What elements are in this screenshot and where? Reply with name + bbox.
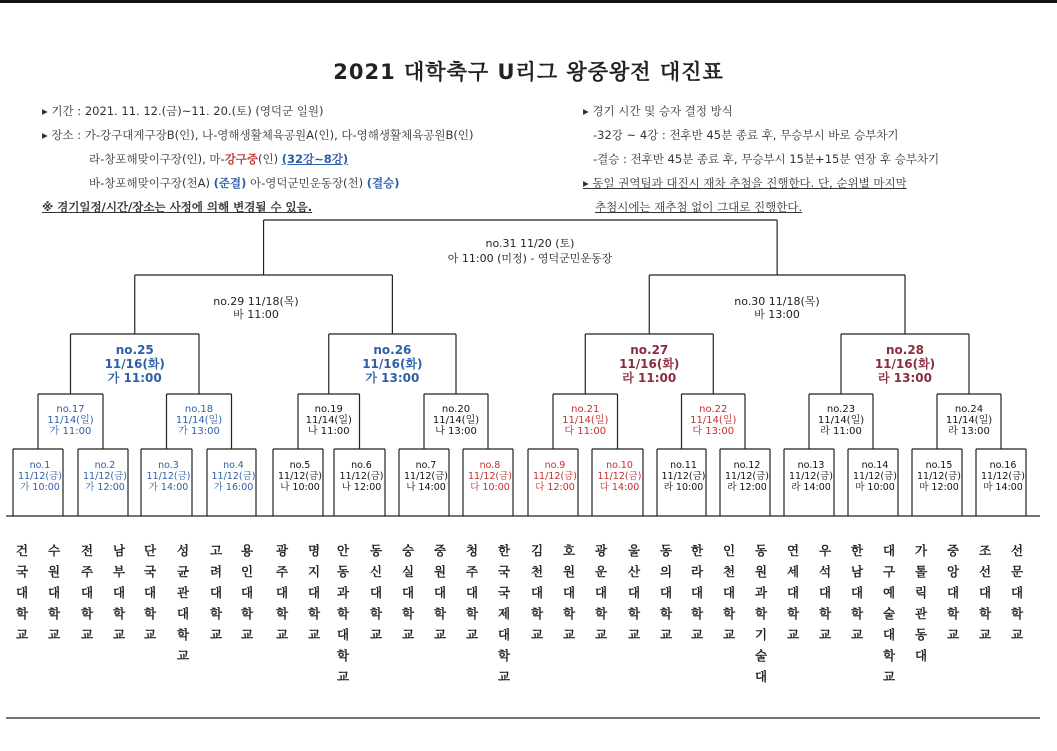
round16-label-4-no: no.20 bbox=[441, 404, 471, 415]
round32-label-8-no: no.8 bbox=[479, 460, 501, 471]
rule-title: ▸ 경기 시간 및 승자 결정 방식 bbox=[583, 104, 733, 118]
round32-label-11-no: no.11 bbox=[670, 460, 697, 471]
quarter-label-4-date: 11/16(화) bbox=[874, 357, 936, 371]
quarter-label-1 bbox=[90, 343, 180, 385]
round32-label-1-time: 가 10:00 bbox=[20, 482, 60, 493]
round32-label-10-date: 11/12(금) bbox=[597, 471, 642, 482]
round32-label-2-time: 가 12:00 bbox=[85, 482, 125, 493]
round16-label-1-time: 가 11:00 bbox=[49, 426, 92, 437]
round32-label-5-date: 11/12(금) bbox=[278, 471, 322, 482]
round32-label-9 bbox=[525, 460, 585, 493]
round32-label-14-date: 11/12(금) bbox=[853, 471, 897, 482]
team-28: 대구예술대학교 bbox=[882, 543, 896, 684]
venue-line-3-a: 바-창포해맞이구장(천A) bbox=[89, 176, 214, 190]
round16-label-3-time: 나 11:00 bbox=[307, 426, 350, 437]
round32-label-13 bbox=[781, 460, 841, 493]
round32-label-1-date: 11/12(금) bbox=[18, 471, 62, 482]
round16-label-1-no: no.17 bbox=[56, 404, 85, 415]
round32-label-16 bbox=[973, 460, 1033, 493]
round32-label-11 bbox=[654, 460, 714, 493]
round32-label-7-date: 11/12(금) bbox=[404, 471, 448, 482]
round16-label-4 bbox=[421, 404, 491, 437]
team-22: 한라대학교 bbox=[690, 543, 704, 642]
round32-label-4-no: no.4 bbox=[223, 460, 244, 471]
round16-label-4-date: 11/14(일) bbox=[432, 415, 480, 426]
round16-label-8-no: no.24 bbox=[954, 404, 984, 415]
round16-label-8-date: 11/14(일) bbox=[945, 415, 993, 426]
round16-label-5-time: 다 11:00 bbox=[564, 426, 607, 437]
team-9: 광주대학교 bbox=[275, 543, 289, 642]
round32-label-10-time: 다 14:00 bbox=[599, 482, 640, 493]
round32-label-3-time: 가 14:00 bbox=[148, 482, 189, 493]
round16-label-2-time: 가 13:00 bbox=[178, 426, 220, 437]
venue-line-3-d: (결승) bbox=[366, 176, 400, 190]
round32-label-3 bbox=[139, 460, 199, 493]
team-30: 중앙대학교 bbox=[946, 543, 960, 642]
round16-label-1-date: 11/14(일) bbox=[47, 415, 94, 426]
venue-line-2-d: (32강~8강) bbox=[281, 152, 349, 166]
round32-label-4-date: 11/12(금) bbox=[211, 471, 256, 482]
quarter-label-3-date: 11/16(화) bbox=[619, 357, 680, 371]
semi-label-2-line-2: 바 13:00 bbox=[754, 308, 800, 321]
round16-label-6 bbox=[678, 404, 748, 437]
round32-label-2 bbox=[75, 460, 135, 493]
venue-line-2-c: (인) bbox=[258, 152, 282, 166]
round32-label-8-time: 다 10:00 bbox=[470, 482, 510, 493]
quarter-label-2 bbox=[347, 343, 437, 385]
team-4: 남부대학교 bbox=[112, 543, 126, 642]
final-label-line-2: 아 11:00 (미정) - 영덕군민운동장 bbox=[447, 252, 613, 265]
round32-label-10-no: no.10 bbox=[606, 460, 633, 471]
round16-label-7-no: no.23 bbox=[826, 404, 856, 415]
round16-label-6-date: 11/14(일) bbox=[690, 415, 737, 426]
round32-label-14 bbox=[845, 460, 905, 493]
round32-label-1 bbox=[10, 460, 70, 493]
venue-line-2-a: 라-창포해맞이구장(인), 마- bbox=[89, 152, 225, 166]
round16-label-2-date: 11/14(일) bbox=[175, 415, 223, 426]
team-10: 명지대학교 bbox=[307, 543, 321, 642]
round32-label-5-no: no.5 bbox=[289, 460, 311, 471]
team-6: 성균관대학교 bbox=[176, 543, 190, 663]
venue-line-1: ▸ 장소 : 가-강구대게구장B(인), 나-영해생활체육공원A(인), 다-영해생활체육공원B(인) bbox=[42, 128, 474, 142]
venue-line-3-b: (준결) bbox=[213, 176, 247, 190]
round32-label-4 bbox=[204, 460, 264, 493]
quarter-label-4-no: no.28 bbox=[885, 343, 925, 357]
quarter-label-3-time: 라 11:00 bbox=[622, 371, 677, 385]
round16-label-1 bbox=[36, 404, 106, 437]
team-8: 용인대학교 bbox=[240, 543, 254, 642]
schedule-notice: ※ 경기일정/시간/장소는 사정에 의해 변경될 수 있음. bbox=[42, 200, 313, 214]
round16-label-7-date: 11/14(일) bbox=[817, 415, 865, 426]
team-25: 연세대학교 bbox=[786, 543, 800, 642]
round32-label-12 bbox=[717, 460, 777, 493]
round16-label-5 bbox=[550, 404, 620, 437]
semi-label-2 bbox=[717, 295, 837, 321]
round32-label-6-time: 나 12:00 bbox=[341, 482, 382, 493]
round32-label-12-no: no.12 bbox=[733, 460, 761, 471]
team-23: 인천대학교 bbox=[722, 543, 736, 642]
round32-label-9-time: 다 12:00 bbox=[535, 482, 575, 493]
rule-line-2: -결승 : 전후반 45분 종료 후, 무승부시 15분+15분 연장 후 승부차기 bbox=[593, 152, 940, 166]
round32-label-3-date: 11/12(금) bbox=[146, 471, 191, 482]
team-26: 우석대학교 bbox=[818, 543, 832, 642]
round16-label-5-no: no.21 bbox=[571, 404, 600, 415]
round32-label-14-no: no.14 bbox=[861, 460, 889, 471]
page-title: 2021 대학축구 U리그 왕중왕전 대진표 bbox=[333, 60, 724, 84]
team-20: 울산대학교 bbox=[627, 543, 641, 642]
round32-label-12-date: 11/12(금) bbox=[725, 471, 769, 482]
quarter-label-1-time: 가 11:00 bbox=[107, 371, 162, 385]
round32-label-10 bbox=[590, 460, 650, 493]
round32-label-7 bbox=[396, 460, 456, 493]
quarter-label-4 bbox=[860, 343, 950, 385]
team-17: 김천대학교 bbox=[530, 543, 544, 642]
round16-label-8-time: 라 13:00 bbox=[948, 426, 990, 437]
round32-label-15 bbox=[909, 460, 969, 493]
team-24: 동원과학기술대 bbox=[754, 543, 768, 684]
round32-label-4-time: 가 16:00 bbox=[213, 482, 254, 493]
team-31: 조선대학교 bbox=[978, 543, 992, 642]
round16-label-6-no: no.22 bbox=[699, 404, 728, 415]
team-2: 수원대학교 bbox=[47, 543, 61, 642]
team-16: 한국국제대학교 bbox=[497, 543, 511, 684]
round32-label-14-time: 마 10:00 bbox=[855, 482, 895, 493]
team-5: 단국대학교 bbox=[143, 543, 157, 642]
rule-line-1: -32강 ~ 4강 : 전후반 45분 종료 후, 무승부시 바로 승부차기 bbox=[593, 128, 899, 142]
round16-label-5-date: 11/14(일) bbox=[562, 415, 609, 426]
round32-label-15-date: 11/12(금) bbox=[917, 471, 961, 482]
round16-label-8 bbox=[934, 404, 1004, 437]
round16-label-7-time: 라 11:00 bbox=[820, 426, 862, 437]
round32-label-16-time: 마 14:00 bbox=[983, 482, 1023, 493]
round32-label-8 bbox=[460, 460, 520, 493]
rule-line-4: 추첨시에는 재추첨 없이 그대로 진행한다. bbox=[595, 200, 803, 214]
semi-label-1-line-1: no.29 11/18(목) bbox=[213, 295, 299, 308]
round32-label-16-date: 11/12(금) bbox=[981, 471, 1025, 482]
venue-line-2-b: 강구중 bbox=[224, 152, 259, 166]
round16-label-4-time: 나 13:00 bbox=[435, 426, 477, 437]
team-11: 안동과학대학교 bbox=[336, 543, 350, 684]
semi-label-1-line-2: 바 11:00 bbox=[233, 308, 279, 321]
round32-label-12-time: 라 12:00 bbox=[727, 482, 767, 493]
rule-line-3: ▸ 동일 권역팀과 대진시 재차 추첨을 진행한다. 단, 순위별 마지막 bbox=[583, 176, 907, 190]
final-label-line-1: no.31 11/20 (토) bbox=[485, 237, 575, 250]
round32-label-7-time: 나 14:00 bbox=[406, 482, 446, 493]
round16-label-7 bbox=[806, 404, 876, 437]
team-15: 청주대학교 bbox=[465, 543, 479, 642]
team-1: 건국대학교 bbox=[15, 543, 29, 642]
round32-label-1-no: no.1 bbox=[29, 460, 51, 471]
team-32: 선문대학교 bbox=[1010, 543, 1024, 642]
round16-label-3 bbox=[294, 404, 364, 437]
round32-label-6-date: 11/12(금) bbox=[339, 471, 384, 482]
round32-label-6-no: no.6 bbox=[351, 460, 372, 471]
team-13: 숭실대학교 bbox=[401, 543, 415, 642]
round32-label-2-date: 11/12(금) bbox=[83, 471, 127, 482]
team-7: 고려대학교 bbox=[209, 543, 223, 642]
quarter-label-3-no: no.27 bbox=[630, 343, 669, 357]
quarter-label-2-date: 11/16(화) bbox=[362, 357, 423, 371]
venue-line-3-c: 아-영덕군민운동장(천) bbox=[246, 176, 367, 190]
round32-label-16-no: no.16 bbox=[989, 460, 1017, 471]
round32-label-7-no: no.7 bbox=[415, 460, 437, 471]
round16-label-3-no: no.19 bbox=[314, 404, 343, 415]
team-29: 가톨릭관동대 bbox=[914, 543, 928, 663]
round32-label-2-no: no.2 bbox=[94, 460, 116, 471]
quarter-label-2-time: 가 13:00 bbox=[365, 371, 420, 385]
round32-label-5 bbox=[270, 460, 330, 493]
round16-label-2-no: no.18 bbox=[184, 404, 214, 415]
quarter-label-1-no: no.25 bbox=[115, 343, 154, 357]
team-3: 전주대학교 bbox=[80, 543, 94, 642]
round32-label-15-no: no.15 bbox=[925, 460, 953, 471]
round32-label-8-date: 11/12(금) bbox=[468, 471, 512, 482]
semi-label-2-line-1: no.30 11/18(목) bbox=[734, 295, 820, 308]
round32-label-13-time: 라 14:00 bbox=[791, 482, 831, 493]
round32-label-13-date: 11/12(금) bbox=[789, 471, 833, 482]
round16-label-3-date: 11/14(일) bbox=[305, 415, 352, 426]
round32-label-9-date: 11/12(금) bbox=[533, 471, 577, 482]
round16-label-6-time: 다 13:00 bbox=[692, 426, 735, 437]
round32-label-11-date: 11/12(금) bbox=[661, 471, 706, 482]
round16-label-2 bbox=[164, 404, 234, 437]
round32-label-9-no: no.9 bbox=[544, 460, 566, 471]
team-19: 광운대학교 bbox=[594, 543, 608, 642]
semi-label-1 bbox=[196, 295, 316, 321]
round32-label-6 bbox=[332, 460, 392, 493]
quarter-label-2-no: no.26 bbox=[373, 343, 412, 357]
team-27: 한남대학교 bbox=[850, 543, 864, 642]
quarter-label-1-date: 11/16(화) bbox=[104, 357, 165, 371]
quarter-label-4-time: 라 13:00 bbox=[878, 371, 932, 385]
round32-label-11-time: 라 10:00 bbox=[663, 482, 704, 493]
period-line: ▸ 기간 : 2021. 11. 12.(금)~11. 20.(토) (영덕군 일원) bbox=[42, 104, 324, 118]
quarter-label-3 bbox=[604, 343, 694, 385]
round32-label-3-no: no.3 bbox=[158, 460, 179, 471]
round32-label-15-time: 마 12:00 bbox=[919, 482, 959, 493]
team-21: 동의대학교 bbox=[659, 543, 673, 642]
team-14: 중원대학교 bbox=[433, 543, 447, 642]
final-label bbox=[400, 236, 660, 266]
round32-label-5-time: 나 10:00 bbox=[280, 482, 320, 493]
team-12: 동신대학교 bbox=[369, 543, 383, 642]
round32-label-13-no: no.13 bbox=[797, 460, 825, 471]
team-18: 호원대학교 bbox=[562, 543, 576, 642]
